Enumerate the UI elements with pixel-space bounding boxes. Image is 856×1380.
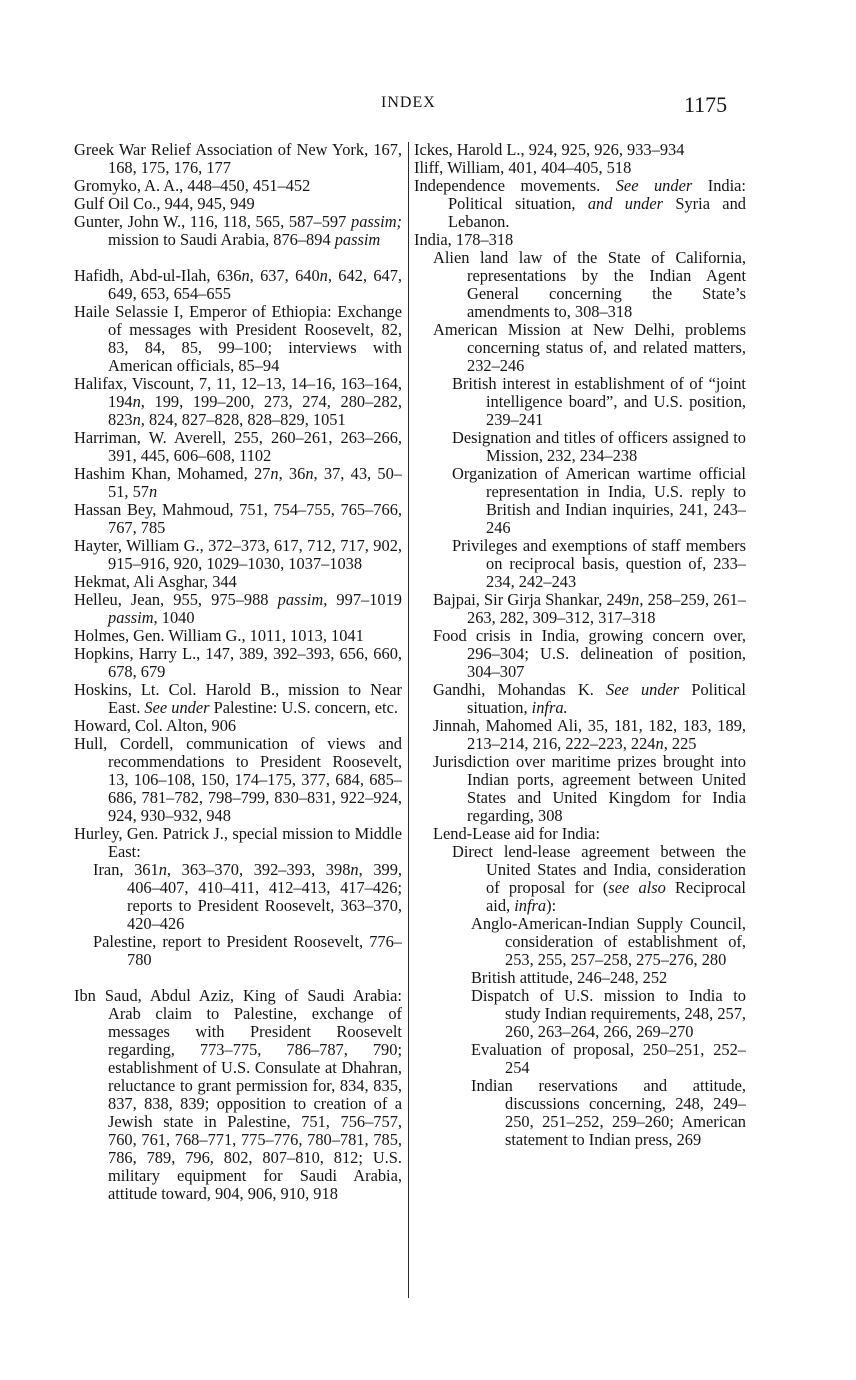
index-entry: Greek War Relief Association of New York, 167, 168, 175, 176, 177 [74,140,402,177]
index-entry: Hekmat, Ali Asghar, 344 [74,572,237,591]
index-subentry: Direct lend-lease agreement between the United States and India, consideration of proposal for (see also Reciprocal aid, infra): [452,842,746,915]
running-head [0,92,856,122]
page-number: 1175 [684,92,728,117]
index-subentry: Evaluation of proposal, 250–251, 252–254 [471,1040,746,1077]
index-entry: Hopkins, Harry L., 147, 389, 392–393, 656, 660, 678, 679 [74,644,402,681]
index-column-left [74,141,402,1203]
index-entry: Hoskins, Lt. Col. Harold B., mission to Near East. See under Palestine: U.S. concern, etc. [74,680,402,717]
index-subentry: British attitude, 246–248, 252 [471,968,668,987]
index-entry: Hull, Cordell, communication of views and recommendations to President Roosevelt, 13, 106–108, 150, 174–175, 377, 684, 685–686, 781–782, 798–799, 830–831, 922–924, 924, 930–932, 948 [74,734,402,825]
index-entry: Ickes, Harold L., 924, 925, 926, 933–934 [414,140,685,159]
index-subentry: Dispatch of U.S. mission to India to study Indian requirements, 248, 257, 260, 263–264, 266, 269–270 [471,986,746,1041]
index-subentry: Organization of American wartime official representation in India, U.S. reply to British and Indian inquiries, 241, 243–246 [452,464,746,537]
index-entry: Helleu, Jean, 955, 975–988 passim, 997–1019 passim, 1040 [74,590,402,627]
index-subentry: Privileges and exemptions of staff members on reciprocal basis, question of, 233–234, 242–243 [452,536,746,591]
index-entry: Iliff, William, 401, 404–405, 518 [414,158,632,177]
index-subentry: Jurisdiction over maritime prizes brought into Indian ports, agreement between United States and United Kingdom for India regarding, 308 [433,752,746,825]
index-subentry: British interest in establishment of of “joint intelligence board”, and U.S. position, 239–241 [452,374,746,429]
index-entry: Gulf Oil Co., 944, 945, 949 [74,194,255,213]
index-subentry: Food crisis in India, growing concern over, 296–304; U.S. delineation of position, 304–307 [433,626,746,681]
index-entry: India, 178–318 [414,230,514,249]
index-entry: Harriman, W. Averell, 255, 260–261, 263–266, 391, 445, 606–608, 1102 [74,428,402,465]
index-entry: Hafidh, Abd-ul-Ilah, 636n, 637, 640n, 642, 647, 649, 653, 654–655 [74,266,402,303]
index-subentry: Palestine, report to President Roosevelt, 776–780 [93,932,402,969]
index-entry: Howard, Col. Alton, 906 [74,716,237,735]
index-entry: Gromyko, A. A., 448–450, 451–452 [74,176,311,195]
index-entry: Hurley, Gen. Patrick J., special mission to Middle East: [74,824,402,861]
index-subentry: Bajpai, Sir Girja Shankar, 249n, 258–259, 261–263, 282, 309–312, 317–318 [433,590,746,627]
index-entry: Hashim Khan, Mohamed, 27n, 36n, 37, 43, 50–51, 57n [74,464,402,501]
index-subentry: Alien land law of the State of California, representations by the Indian Agent General concerning the State’s amendments to, 308–318 [433,248,746,321]
index-entry: Haile Selassie I, Emperor of Ethiopia: Exchange of messages with President Roosevelt, 82, 83, 84, 85, 99–100; interviews with American officials, 85–94 [74,302,402,375]
index-entry: Holmes, Gen. William G., 1011, 1013, 1041 [74,626,364,645]
index-entry: Ibn Saud, Abdul Aziz, King of Saudi Arabia: Arab claim to Palestine, exchange of messages with President Roosevelt regarding, 773–775, 786–787, 790; establishment of U.S. Consulate at Dhahran, reluctance to grant permission for, 834, 835, 837, 838, 839; opposition to creation of a Jewish state in Palestine, 751, 756–757, 760, 761, 768–771, 775–776, 780–781, 785, 786, 789, 796, 802, 807–810, 812; U.S. military equipment for Saudi Arabia, attitude toward, 904, 906, 910, 918 [74,986,402,1203]
index-column-right [414,141,746,1149]
column-divider [408,142,409,1298]
index-entry: Gunter, John W., 116, 118, 565, 587–597 passim; mission to Saudi Arabia, 876–894 passim [74,212,402,249]
index-subentry: Anglo-American-Indian Supply Council, consideration of establishment of, 253, 255, 257–258, 275–276, 280 [471,914,746,969]
index-subentry: Indian reservations and attitude, discussions concerning, 248, 249–250, 251–252, 259–260; American statement to Indian press, 269 [471,1076,746,1149]
index-entry: Hassan Bey, Mahmoud, 751, 754–755, 765–766, 767, 785 [74,500,402,537]
index-subentry: Lend-Lease aid for India: [433,824,601,843]
index-entry: Independence movements. See under India: Political situation, and under Syria and Lebanon. [414,176,746,231]
index-subentry: Jinnah, Mahomed Ali, 35, 181, 182, 183, 189, 213–214, 216, 222–223, 224n, 225 [433,716,746,753]
index-subentry: Gandhi, Mohandas K. See under Political situation, infra. [433,680,746,717]
running-head-title: INDEX [381,94,436,111]
index-subentry: Iran, 361n, 363–370, 392–393, 398n, 399, 406–407, 410–411, 412–413, 417–426; reports to President Roosevelt, 363–370, 420–426 [93,860,402,933]
index-entry: Hayter, William G., 372–373, 617, 712, 717, 902, 915–916, 920, 1029–1030, 1037–1038 [74,536,402,573]
index-entry: Halifax, Viscount, 7, 11, 12–13, 14–16, 163–164, 194n, 199, 199–200, 273, 274, 280–282, 823n, 824, 827–828, 828–829, 1051 [74,374,402,429]
index-subentry: American Mission at New Delhi, problems concerning status of, and related matters, 232–246 [433,320,746,375]
index-subentry: Designation and titles of officers assigned to Mission, 232, 234–238 [452,428,746,465]
